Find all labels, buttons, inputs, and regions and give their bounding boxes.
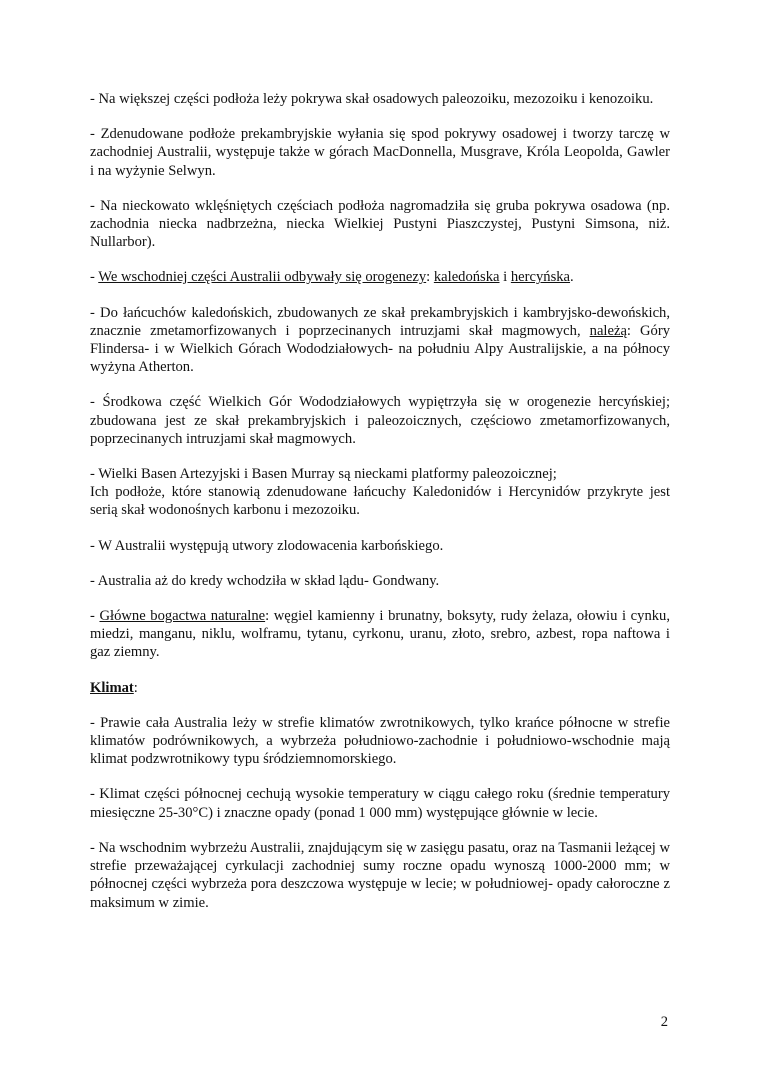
- heading-klimat-label: Klimat: [90, 679, 134, 696]
- paragraph-artesian-basin: [90, 465, 670, 520]
- underlined-caledonian: kaledońska: [433, 269, 500, 286]
- text-segment: Ich podłoże, które stanowią zdenudowane łańcuchy Kaledonidów i Hercynidów przykryte jest serią skał wodonośnych karbonu i mezozoiku.: [90, 484, 670, 519]
- paragraph-precambrian-shield: - Zdenudowane podłoże prekambryjskie wyłania się spod pokrywy osadowej i tworzy tarczę w zachodniej Australii, występuje także w górach MacDonnella, Musgrave, Króla Leopolda, Gawler i na wyżynie Selwyn.: [90, 126, 670, 179]
- underlined-orogenies-phrase: We wschodniej części Australii odbywały się orogenezy: [98, 269, 427, 286]
- heading-klimat-colon: :: [133, 679, 138, 696]
- text-segment: : Góry Flindersa- i w Wielkich Górach Wododziałowych- na południu Alpy Australijskie, a na północy wyżyna Atherton.: [90, 322, 671, 376]
- document-body: [90, 90, 670, 929]
- paragraph-great-dividing-range: - Środkowa część Wielkich Gór Wododziałowych wypiętrzyła się w orogenezie hercyńskiej; zbudowana jest ze skał prekambryjskich i paleozoicznych, częściowo zmetamorfizowanych, poprzecinanych intruzjami skał magmowych.: [90, 394, 670, 447]
- dash: -: [90, 608, 100, 625]
- underlined-hercynian: hercyńska: [510, 269, 571, 286]
- text-segment: .: [570, 269, 574, 286]
- paragraph-sedimentary-basins: - Na nieckowato wklęśniętych częściach podłoża nagromadziła się gruba pokrywa osadowa (np. zachodnia niecka nadbrzeżna, niecka Wielkiej Pustyni Piaszczystej, Pustyni Simsona, niż. Nullarbor).: [90, 197, 670, 251]
- paragraph-caledonian-chains: [90, 304, 670, 377]
- underlined-natural-resources: Główne bogactwa naturalne: [99, 608, 266, 625]
- dash: -: [90, 269, 99, 286]
- paragraph-gondwana: - Australia aż do kredy wchodziła w skład lądu- Gondwany.: [90, 572, 440, 589]
- text-segment: :: [426, 269, 434, 286]
- paragraph-climate-zones: - Prawie cała Australia leży w strefie klimatów zwrotnikowych, tylko krańce północne w strefie klimatów podrównikowych, a wybrzeża południowo-zachodnie i południowo-wschodnie mają klimat podzwrotnikowy typu śródziemnomorskiego.: [90, 714, 670, 768]
- text-segment: : węgiel kamienny i brunatny, boksyty, rudy żelaza, ołowiu i cynku, miedzi, manganu, niklu, wolframu, tytanu, cyrkonu, uranu, złoto, srebro, azbest, ropa naftowa i gaz ziemny.: [90, 608, 670, 661]
- paragraph-orogenies: [90, 268, 670, 286]
- text-line: - Wielki Basen Artezyjski i Basen Murray są nieckami platformy paleozoicznej;: [90, 466, 557, 483]
- paragraph-east-coast-climate: - Na wschodnim wybrzeżu Australii, znajdującym się w zasięgu pasatu, oraz na Tasmanii leżącej w strefie przeważającej cyrkulacji zachodniej sumy roczne opadu wynoszą 1000-2000 mm; w północnej części wybrzeża pora deszczowa występuje w lecie; w południowej- opady całoroczne z maksimum w zimie.: [90, 839, 670, 911]
- text-segment: - Do łańcuchów kaledońskich, zbudowanych ze skał prekambryjskich i kambryjsko-dewońskich, znacznie zmetamorfizowanych i poprzecinanych intruzjami skał magmowych,: [90, 304, 670, 339]
- text-segment: i: [499, 269, 511, 286]
- paragraph-sedimentary-cover: - Na większej części podłoża leży pokrywa skał osadowych paleozoiku, mezozoiku i kenozoiku.: [90, 91, 654, 107]
- page-number: 2: [660, 1014, 668, 1030]
- paragraph-northern-climate: - Klimat części północnej cechują wysokie temperatury w ciągu całego roku (średnie temperatury miesięczne 25-30°C) i znaczne opady (ponad 1 000 mm) występujące głównie w lecie.: [90, 786, 670, 821]
- paragraph-glaciation: - W Australii występują utwory zlodowacenia karbońskiego.: [90, 537, 444, 554]
- underlined-naleza: należą: [589, 322, 627, 339]
- paragraph-natural-resources: [90, 607, 670, 662]
- heading-klimat: [90, 679, 670, 697]
